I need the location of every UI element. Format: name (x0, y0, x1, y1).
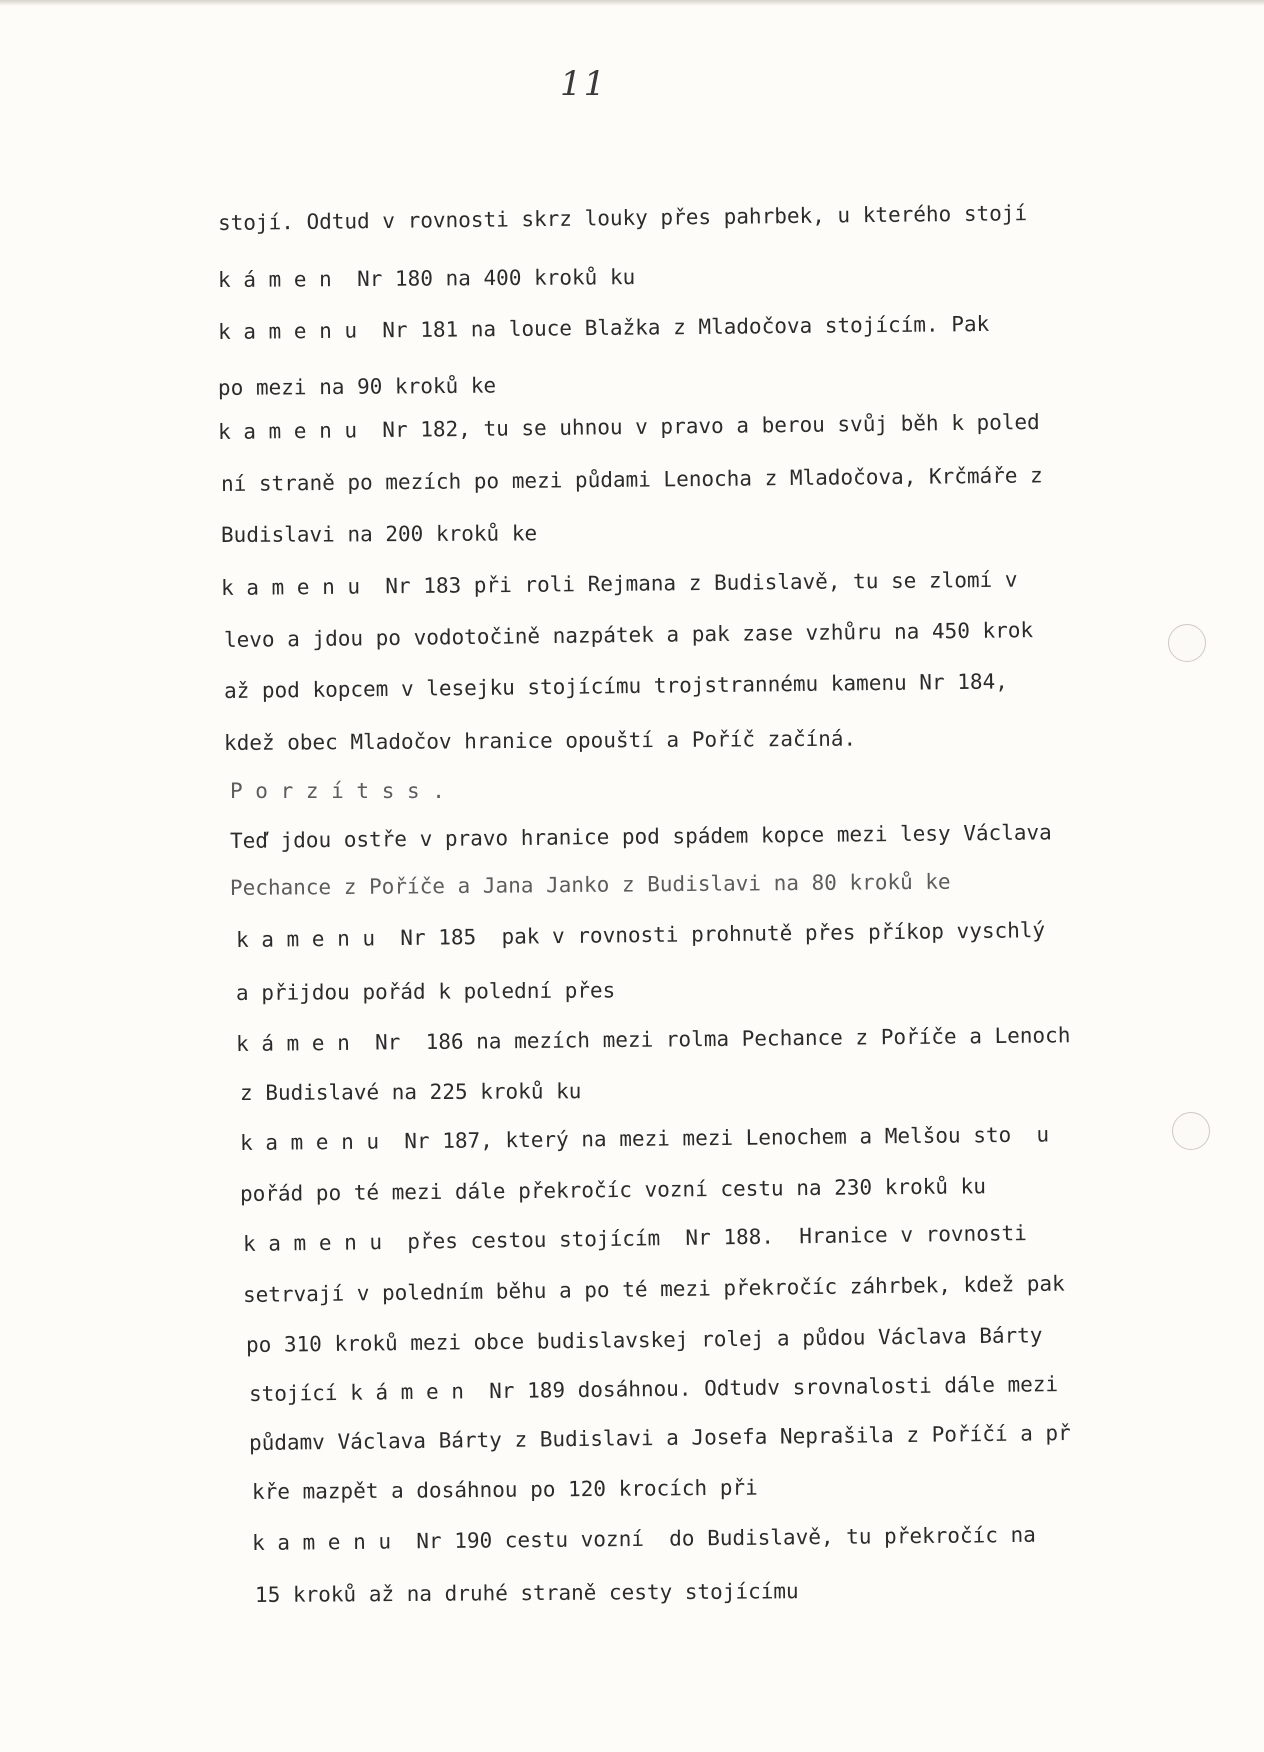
text-line-27: k a m e n u Nr 190 cestu vozní do Budislavě, tu překročíc na (251, 1522, 1036, 1555)
text-line-6: ní straně po mezích po mezi půdami Lenocha z Mladočova, Krčmáře z (220, 463, 1043, 496)
text-line-5: k a m e n u Nr 182, tu se uhnou v pravo a berou svůj běh k poled (217, 409, 1040, 444)
text-line-3: k a m e n u Nr 181 na louce Blažka z Mladočova stojícím. Pak (217, 311, 990, 344)
text-line-8: k a m e n u Nr 183 při roli Rejmana z Budislavě, tu se zlomí v (220, 567, 1018, 600)
text-line-11: kdež obec Mladočov hranice opouští a Poříč začíná. (223, 726, 857, 755)
page-number: 11 (560, 64, 608, 104)
text-line-17: k á m e n Nr 186 na mezích mezi rolma Pechance z Poříče a Lenoch (235, 1023, 1071, 1056)
text-line-16: a přijdou pořád k polední přes (235, 978, 616, 1005)
text-line-15: k a m e n u Nr 185 pak v rovnosti prohnutě přes příkop vyschlý (235, 918, 1046, 952)
text-line-20: pořád po té mezi dále překročíc vozní cestu na 230 kroků ku (239, 1174, 987, 1206)
section-heading-porzitss: P o r z í t s s . (230, 779, 445, 803)
text-line-10: až pod kopcem v lesejku stojícímu trojstrannému kamenu Nr 184, (223, 669, 1008, 703)
text-line-25: půdamv Václava Bárty z Budislavi a Josefa Neprašila z Poříčí a př (248, 1420, 1071, 1455)
text-line-13: Teď jdou ostře v pravo hranice pod spádem kopce mezi lesy Václava (229, 820, 1052, 853)
text-line-18: z Budislavé na 225 kroků ku (239, 1079, 582, 1105)
text-line-14: Pechance z Poříče a Jana Janko z Budislavi na 80 kroků ke (229, 869, 951, 900)
text-line-19: k a m e n u Nr 187, který na mezi mezi Lenochem a Melšou sto u (239, 1122, 1050, 1155)
text-line-24: stojící k á m e n Nr 189 dosáhnou. Odtudv srovnalosti dále mezi (248, 1372, 1059, 1406)
text-line-26: kře mazpět a dosáhnou po 120 krocích při (251, 1475, 758, 1504)
punch-hole-mark (1172, 1112, 1210, 1150)
text-line-1: stojí. Odtud v rovnosti skrz louky přes pahrbek, u kterého stojí (217, 201, 1028, 235)
text-line-23: po 310 kroků mezi obce budislavskej rolej a půdou Václava Bárty (245, 1323, 1043, 1357)
text-line-7: Budislavi na 200 kroků ke (220, 521, 538, 547)
text-line-21: k a m e n u přes cestou stojícím Nr 188. Hranice v rovnosti (242, 1221, 1027, 1256)
punch-hole-mark (1168, 624, 1206, 662)
text-line-2: k á m e n Nr 180 na 400 kroků ku (217, 265, 636, 292)
text-line-4: po mezi na 90 kroků ke (217, 373, 497, 400)
text-line-22: setrvají v poledním běhu a po té mezi překročíc záhrbek, kdež pak (242, 1271, 1065, 1307)
text-line-9: levo a jdou po vodotočině nazpátek a pak zase vzhůru na 450 krok (223, 618, 1034, 652)
text-line-28: 15 kroků až na druhé straně cesty stojícímu (254, 1579, 799, 1607)
